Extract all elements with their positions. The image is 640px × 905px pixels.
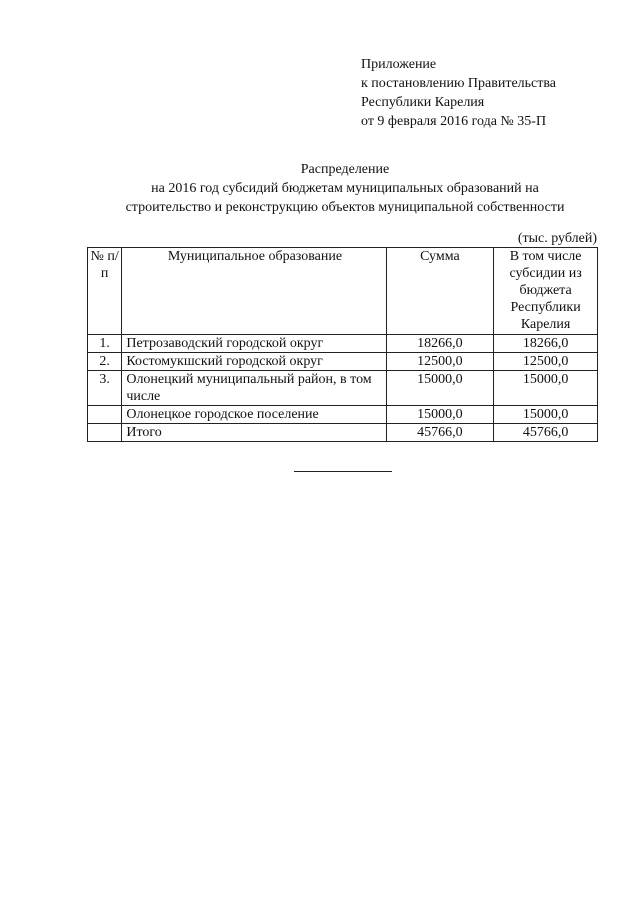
header-municipality: Муниципальное образование	[122, 248, 386, 335]
row-name: Костомукшский городской округ	[122, 353, 386, 371]
row-name: Олонецкий муниципальный район, в том числе	[122, 371, 386, 406]
document-title	[80, 160, 610, 217]
header-sum: Сумма	[386, 248, 494, 335]
title-line: на 2016 год субсидий бюджетам муниципальных образований на	[151, 181, 539, 196]
header-number: № п/п	[88, 248, 122, 335]
table-row	[88, 335, 598, 353]
row-name: Петрозаводский городской округ	[122, 335, 386, 353]
row-number: 2.	[88, 353, 122, 371]
table-header-row	[88, 248, 598, 335]
row-name: Олонецкое городское поселение	[122, 406, 386, 424]
distribution-table	[87, 247, 598, 442]
units-label: (тыс. рублей)	[517, 231, 597, 246]
row-number: 3.	[88, 371, 122, 406]
row-number	[88, 406, 122, 424]
table-row	[88, 406, 598, 424]
table-row	[88, 371, 598, 406]
row-subsidy: 15000,0	[494, 406, 598, 424]
row-number	[88, 424, 122, 442]
row-sum: 15000,0	[386, 406, 494, 424]
row-sum: 45766,0	[386, 424, 494, 442]
title-line: Распределение	[300, 162, 390, 177]
row-subsidy: 45766,0	[494, 424, 598, 442]
header-subsidy: В том числе субсидии из бюджета Республики Карелия	[494, 248, 598, 335]
closing-divider	[294, 471, 392, 472]
annex-line: к постановлению Правительства	[361, 76, 557, 91]
annex-line: Приложение	[361, 57, 437, 72]
table-row	[88, 353, 598, 371]
row-number: 1.	[88, 335, 122, 353]
annex-line: от 9 февраля 2016 года № 35-П	[361, 114, 547, 129]
row-subsidy: 15000,0	[494, 371, 598, 406]
table-row-total	[88, 424, 598, 442]
row-name: Итого	[122, 424, 386, 442]
title-line: строительство и реконструкцию объектов муниципальной собственности	[125, 200, 565, 215]
row-sum: 15000,0	[386, 371, 494, 406]
row-subsidy: 18266,0	[494, 335, 598, 353]
annex-line: Республики Карелия	[361, 95, 485, 110]
row-sum: 12500,0	[386, 353, 494, 371]
annex-header	[361, 55, 556, 131]
row-subsidy: 12500,0	[494, 353, 598, 371]
row-sum: 18266,0	[386, 335, 494, 353]
